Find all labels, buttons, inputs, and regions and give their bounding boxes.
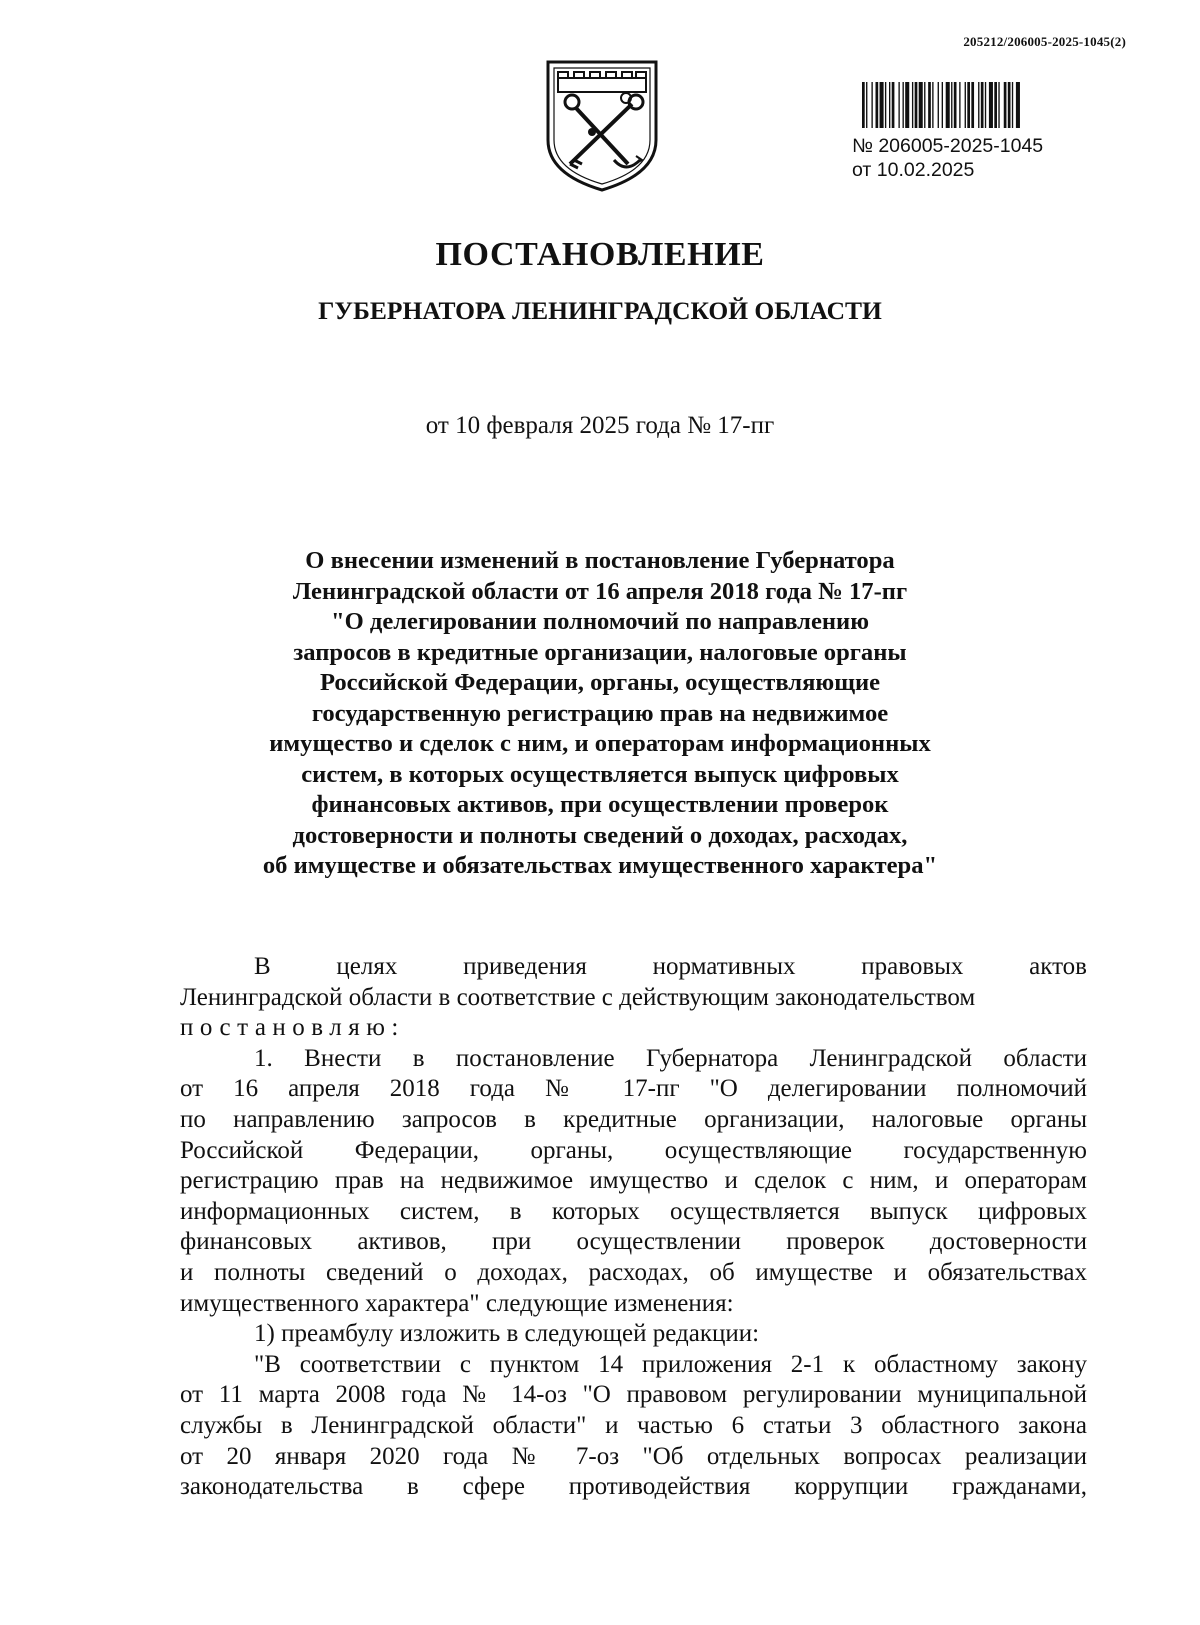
body-line-decree-word: постановляю: <box>180 1014 405 1042</box>
body-line: и полноты сведений о доходах, расходах, об имуществе и обязательствах <box>180 1258 1087 1286</box>
heading-line: достоверности и полноты сведений о доходах, расходах, <box>292 821 908 849</box>
heading-line: О внесении изменений в постановление Губернатора <box>305 547 895 574</box>
body-line: 1) преамбулу изложить в следующей редакции: <box>254 1320 760 1348</box>
registration-stamp <box>852 134 1043 182</box>
body-line: В целях приведения нормативных правовых актов <box>254 953 1087 980</box>
body-line: Российской Федерации, органы, осуществляющие государственную <box>180 1136 1087 1164</box>
barcode-icon <box>862 82 1124 128</box>
document-heading <box>180 546 1020 882</box>
body-line: от 11 марта 2008 года № 14-оз "О правовом регулировании муниципальной <box>180 1381 1087 1409</box>
document-subtitle: ГУБЕРНАТОРА ЛЕНИНГРАДСКОЙ ОБЛАСТИ <box>318 296 882 325</box>
registration-date: от 10.02.2025 <box>852 159 975 181</box>
body-line: информационных систем, в которых осуществляется выпуск цифровых <box>180 1197 1087 1225</box>
body-line: по направлению запросов в кредитные организации, налоговые органы <box>180 1105 1087 1133</box>
heading-line: Ленинградской области от 16 апреля 2018 года № 17-пг <box>292 577 908 605</box>
body-line: Ленинградской области в соответствие с действующим законодательством <box>180 983 976 1011</box>
body-line: 1. Внести в постановление Губернатора Ленинградской области <box>254 1044 1087 1072</box>
body-line: от 20 января 2020 года № 7-оз "Об отдельных вопросах реализации <box>180 1442 1087 1470</box>
body-line: от 16 апреля 2018 года № 17-пг "О делегировании полномочий <box>180 1075 1087 1103</box>
document-date-line: от 10 февраля 2025 года № 17-пг <box>425 412 775 439</box>
heading-line: систем, в которых осуществляется выпуск цифровых <box>301 760 899 788</box>
heading-line: имущество и сделок с ним, и операторам информационных <box>269 730 931 757</box>
heading-line: запросов в кредитные организации, налоговые органы <box>293 638 907 666</box>
heading-line: финансовых активов, при осуществлении проверок <box>311 791 889 818</box>
registration-number: № 206005-2025-1045 <box>852 135 1044 157</box>
body-line: службы в Ленинградской области" и частью 6 статьи 3 областного закона <box>180 1411 1087 1439</box>
body-line: "В соответствии с пунктом 14 приложения 2-1 к областному закону <box>254 1350 1087 1378</box>
document-title: ПОСТАНОВЛЕНИЕ <box>435 236 765 273</box>
heading-line: Российской Федерации, органы, осуществляющие <box>319 669 881 696</box>
registration-code: 205212/206005-2025-1045(2) <box>963 34 1126 49</box>
body-line: регистрацию прав на недвижимое имущество и сделок с ним, и операторам <box>180 1167 1087 1195</box>
document-body <box>180 952 1087 1503</box>
body-line: имущественного характера" следующие изменения: <box>180 1289 734 1317</box>
coat-of-arms-icon <box>540 56 664 196</box>
heading-line: государственную регистрацию прав на недвижимое <box>311 699 889 727</box>
body-line: законодательства в сфере противодействия коррупции гражданами, <box>180 1473 1087 1501</box>
heading-line: "О делегировании полномочий по направлению <box>330 608 870 635</box>
body-line: финансовых активов, при осуществлении проверок достоверности <box>180 1228 1087 1256</box>
heading-line: об имуществе и обязательствах имущественного характера" <box>262 852 938 879</box>
